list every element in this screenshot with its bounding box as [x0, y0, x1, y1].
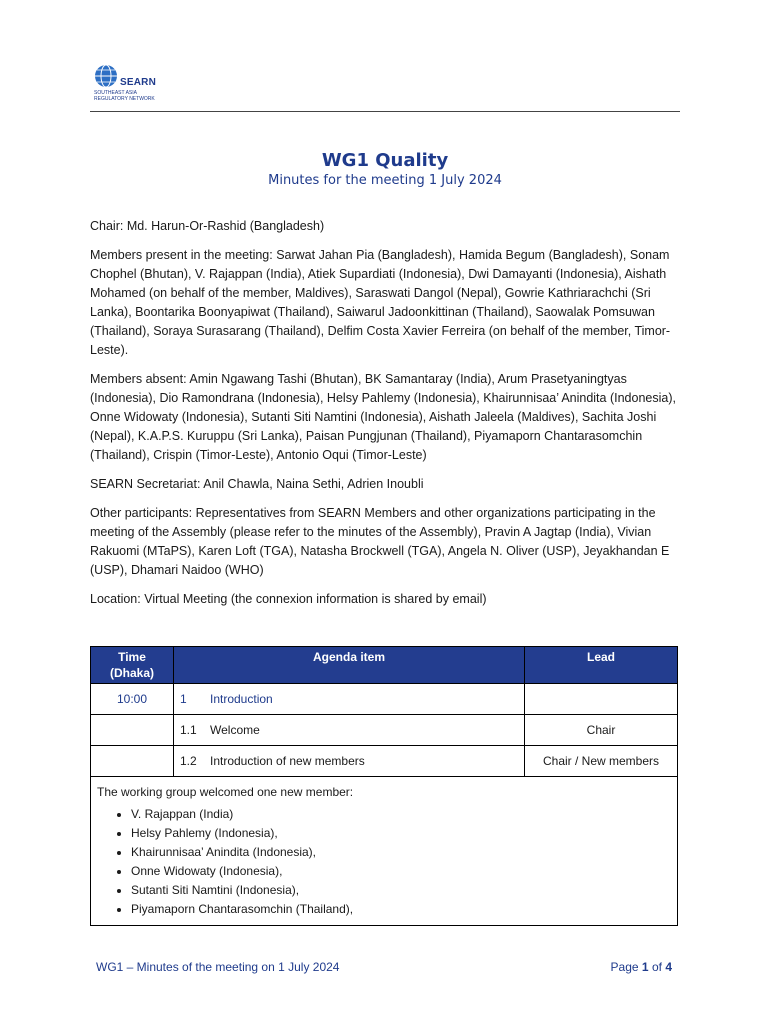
list-item: • Onne Widowaty (Indonesia),: [131, 862, 671, 881]
table-row: [91, 777, 678, 926]
list-item: • V. Rajappan (India): [131, 805, 671, 824]
document-body: [90, 217, 680, 619]
logo-subtitle: [94, 90, 158, 102]
row-item: [174, 746, 525, 777]
other-participants-paragraph: Other participants: Representatives from SEARN Members and other organizations participating in the meeting of the Assembly (please refer to the minutes of the Assembly), Pravin A Jagtap (India), Vivian Rakuomi (MTaPS), Karen Loft (TGA), Natasha Brockwell (TGA), Angela N. Oliver (USP), Jeyakhandan E (USP), Dhamari Naidoo (WHO): [90, 506, 670, 577]
item-number: 1: [180, 692, 187, 706]
row-lead: Chair / New members: [525, 746, 678, 777]
page-indicator: [611, 960, 672, 974]
members-present-paragraph: Members present in the meeting: Sarwat Jahan Pia (Bangladesh), Hamida Begum (Bangladesh), Sonam Chophel (Bhutan), V. Rajappan (India), Atiek Supardiati (Indonesia), Dwi Damayanti (Indonesia), Aishath Mohamed (on behalf of the member, Maldives), Saraswati Dangol (Nepal), Gowrie Kathriarachchi (Sri Lanka), Boontarika Boonyapiwat (Thailand), Saiwarul Jadoonkittinan (Thailand), Saowalak Pomsuwan (Thailand), Soraya Surasarang (Thailand), Delfim Costa Xavier Ferreira (on behalf of the member, Timor-Leste).: [90, 248, 671, 357]
item-label: Welcome: [210, 723, 260, 737]
page-total: 4: [665, 960, 672, 974]
row-item: [174, 684, 525, 715]
time-header-line-2: (Dhaka): [109, 666, 154, 680]
lead-column-header: Lead: [525, 647, 678, 684]
logo-name: SEARN: [120, 77, 157, 88]
globe-icon: [94, 64, 118, 88]
location-paragraph: Location: Virtual Meeting (the connexion information is shared by email): [90, 592, 487, 606]
row-time: [91, 715, 174, 746]
list-item: • Helsy Pahlemy (Indonesia),: [131, 824, 671, 843]
members-absent-paragraph: Members absent: Amin Ngawang Tashi (Bhutan), BK Samantaray (India), Arum Prasetyaningtyas (Indonesia), Dio Ramondrana (Indonesia), Helsy Pahlemy (Indonesia), Khairunnisaa’ Anindita (Indonesia), Onne Widowaty (Indonesia), Sutanti Siti Namtini (Indonesia), Aishath Jaleela (Maldives), Sachita Joshi (Nepal), K.A.P.S. Kuruppu (Sri Lanka), Paisan Pungjunan (Thailand), Piyamaporn Chantarasomchin (Thailand), Crispin (Timor-Leste), Antonio Oqui (Timor-Leste): [90, 372, 676, 462]
page-label: Page: [610, 960, 639, 974]
page-title: WG1 Quality: [321, 150, 449, 171]
footer-title: WG1 – Minutes of the meeting on 1 July 2024: [96, 960, 340, 974]
item-number: 1.2: [180, 754, 197, 768]
notes-cell: [91, 777, 678, 926]
item-label: Introduction of new members: [210, 754, 365, 768]
notes-text: The working group welcomed one new member:: [97, 785, 354, 799]
page-of: of: [651, 960, 662, 974]
searn-logo: [94, 64, 158, 106]
logo-subtitle-line-2: REGULATORY NETWORK: [94, 96, 155, 102]
row-time: 10:00: [91, 684, 174, 715]
time-column-header: [91, 647, 174, 684]
new-members-list: [97, 805, 671, 919]
list-item: • Khairunnisaa’ Anindita (Indonesia),: [131, 843, 671, 862]
row-time: [91, 746, 174, 777]
table-row: [91, 715, 678, 746]
list-item: • Sutanti Siti Namtini (Indonesia),: [131, 881, 671, 900]
agenda-table: [90, 646, 678, 926]
secretariat-paragraph: SEARN Secretariat: Anil Chawla, Naina Sethi, Adrien Inoubli: [90, 477, 424, 491]
title-block: [90, 150, 680, 190]
row-lead: [525, 684, 678, 715]
page-subtitle: Minutes for the meeting 1 July 2024: [268, 173, 502, 188]
row-item: [174, 715, 525, 746]
agenda-item-column-header: Agenda item: [174, 647, 525, 684]
header-divider: [90, 111, 680, 112]
table-row: [91, 746, 678, 777]
item-label: Introduction: [210, 692, 273, 706]
agenda-header-row: [91, 647, 678, 684]
logo-subtitle-line-1: SOUTHEAST ASIA: [94, 90, 137, 96]
time-header-line-1: Time: [118, 650, 146, 664]
item-number: 1.1: [180, 723, 197, 737]
table-row: [91, 684, 678, 715]
chair-paragraph: Chair: Md. Harun-Or-Rashid (Bangladesh): [90, 219, 325, 233]
list-item: • Piyamaporn Chantarasomchin (Thailand),: [131, 900, 671, 919]
page-current: 1: [641, 960, 649, 974]
row-lead: Chair: [525, 715, 678, 746]
